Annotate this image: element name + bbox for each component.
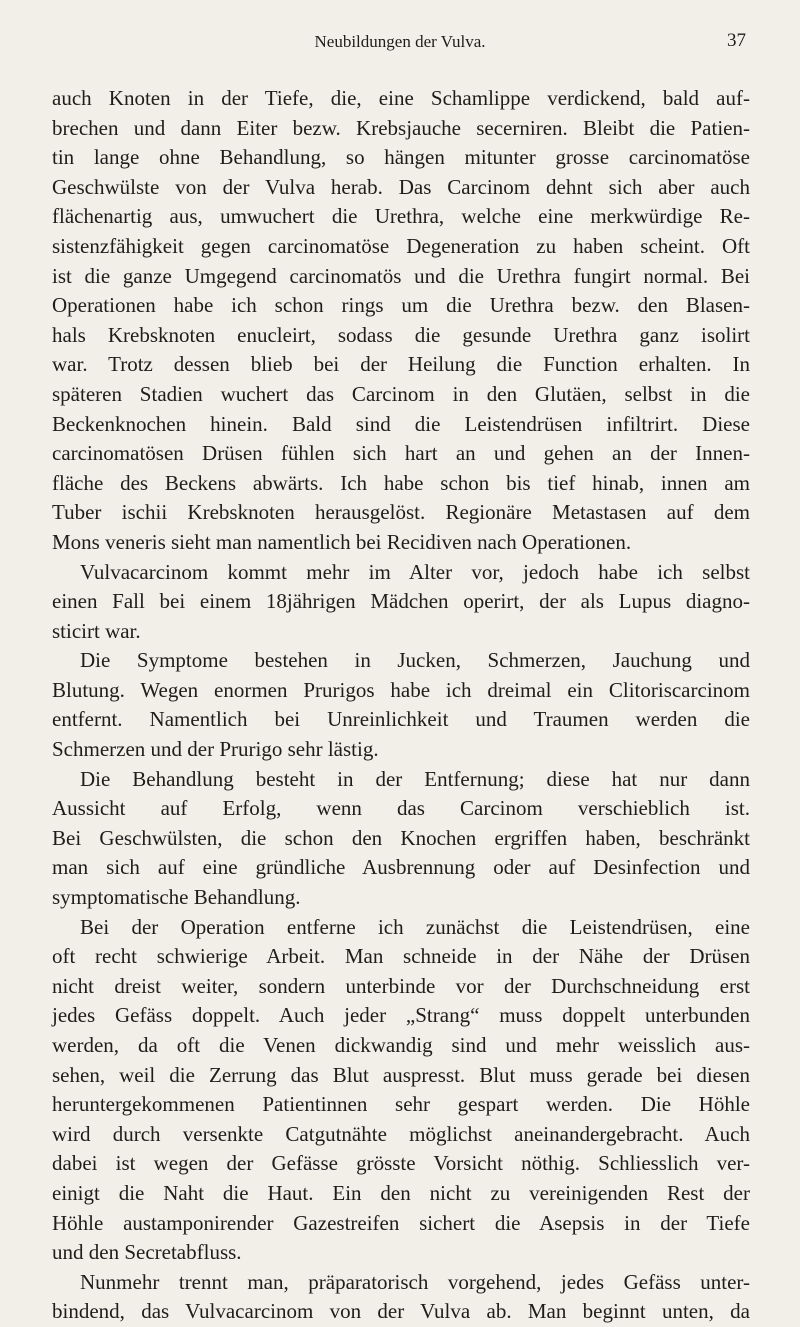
text-line: oft recht schwierige Arbeit. Man schneide in der Nähe der Drüsen xyxy=(52,944,750,969)
text-line: Blutung. Wegen enormen Prurigos habe ich dreimal ein Clitoriscarcinom xyxy=(52,677,750,702)
text-line: ist die ganze Umgegend carcinomatös und die Urethra fungirt normal. Bei xyxy=(52,263,750,288)
text-line: Aussicht auf Erfolg, wenn das Carcinom verschieblich ist. xyxy=(52,796,750,821)
text-line: war. Trotz dessen blieb bei der Heilung die Function erhalten. In xyxy=(52,352,750,377)
text-line: flächenartig aus, umwuchert die Urethra, welche eine merkwürdige Re- xyxy=(52,204,750,229)
text-line: Nunmehr trennt man, präparatorisch vorgehend, jedes Gefäss unter- xyxy=(80,1269,750,1294)
text-line: man sich auf eine gründliche Ausbrennung oder auf Desinfection und xyxy=(52,855,750,880)
running-title: Neubildungen der Vulva. xyxy=(314,32,486,51)
text-line: Bei Geschwülsten, die schon den Knochen ergriffen haben, beschränkt xyxy=(52,825,750,850)
body-text xyxy=(52,84,750,1327)
text-line: brechen und dann Eiter bezw. Krebsjauche secerniren. Bleibt die Patien- xyxy=(52,115,750,140)
text-line: späteren Stadien wuchert das Carcinom in den Glutäen, selbst in die xyxy=(52,381,750,406)
text-line: nicht dreist weiter, sondern unterbinde vor der Durchschneidung erst xyxy=(52,973,750,998)
text-line: symptomatische Behandlung. xyxy=(52,885,301,910)
text-line: sticirt war. xyxy=(52,618,141,643)
text-line: Beckenknochen hinein. Bald sind die Leistendrüsen infiltrirt. Diese xyxy=(52,411,750,436)
text-line: Vulvacarcinom kommt mehr im Alter vor, jedoch habe ich selbst xyxy=(80,559,750,584)
page-number: 37 xyxy=(727,30,746,51)
text-line: Geschwülste von der Vulva herab. Das Carcinom dehnt sich aber auch xyxy=(52,174,750,199)
text-line: wird durch versenkte Catgutnähte möglichst aneinandergebracht. Auch xyxy=(52,1121,750,1146)
text-line: entfernt. Namentlich bei Unreinlichkeit und Traumen werden die xyxy=(52,707,750,732)
text-line: und den Secretabfluss. xyxy=(52,1240,242,1265)
text-line: Bei der Operation entferne ich zunächst die Leistendrüsen, eine xyxy=(80,914,750,939)
text-line: sehen, weil die Zerrung das Blut auspresst. Blut muss gerade bei diesen xyxy=(52,1062,750,1087)
text-line: werden, da oft die Venen dickwandig sind und mehr weisslich aus- xyxy=(52,1033,750,1057)
running-header xyxy=(0,30,800,58)
text-line: fläche des Beckens abwärts. Ich habe schon bis tief hinab, innen am xyxy=(52,470,750,495)
text-line: Die Symptome bestehen in Jucken, Schmerzen, Jauchung und xyxy=(80,648,750,673)
text-line: sistenzfähigkeit gegen carcinomatöse Degeneration zu haben scheint. Oft xyxy=(52,233,750,258)
text-line: hals Krebsknoten enucleirt, sodass die gesunde Urethra ganz isolirt xyxy=(52,322,750,347)
text-line: einigt die Naht die Haut. Ein den nicht zu vereinigenden Rest der xyxy=(52,1180,750,1205)
text-line: bindend, das Vulvacarcinom von der Vulva ab. Man beginnt unten, da xyxy=(52,1299,750,1324)
text-line: Tuber ischii Krebsknoten herausgelöst. Regionäre Metastasen auf dem xyxy=(52,500,750,525)
text-line: heruntergekommenen Patientinnen sehr gespart werden. Die Höhle xyxy=(52,1092,750,1117)
text-line: Schmerzen und der Prurigo sehr lästig. xyxy=(52,737,379,762)
text-line: jedes Gefäss doppelt. Auch jeder „Strang“ muss doppelt unterbunden xyxy=(52,1003,750,1028)
text-line: Mons veneris sieht man namentlich bei Recidiven nach Operationen. xyxy=(52,529,632,554)
text-line: auch Knoten in der Tiefe, die, eine Schamlippe verdickend, bald auf- xyxy=(52,86,750,110)
text-line: Höhle austamponirender Gazestreifen sichert die Asepsis in der Tiefe xyxy=(52,1210,750,1235)
text-line: carcinomatösen Drüsen fühlen sich hart an und gehen an der Innen- xyxy=(52,441,750,466)
text-line: Operationen habe ich schon rings um die Urethra bezw. den Blasen- xyxy=(52,293,750,318)
text-line: tin lange ohne Behandlung, so hängen mitunter grosse carcinomatöse xyxy=(52,145,750,170)
text-line: einen Fall bei einem 18jährigen Mädchen operirt, der als Lupus diagno- xyxy=(52,589,750,614)
text-line: dabei ist wegen der Gefässe grösste Vorsicht nöthig. Schliesslich ver- xyxy=(52,1151,750,1176)
text-line: Die Behandlung besteht in der Entfernung; diese hat nur dann xyxy=(80,766,750,791)
